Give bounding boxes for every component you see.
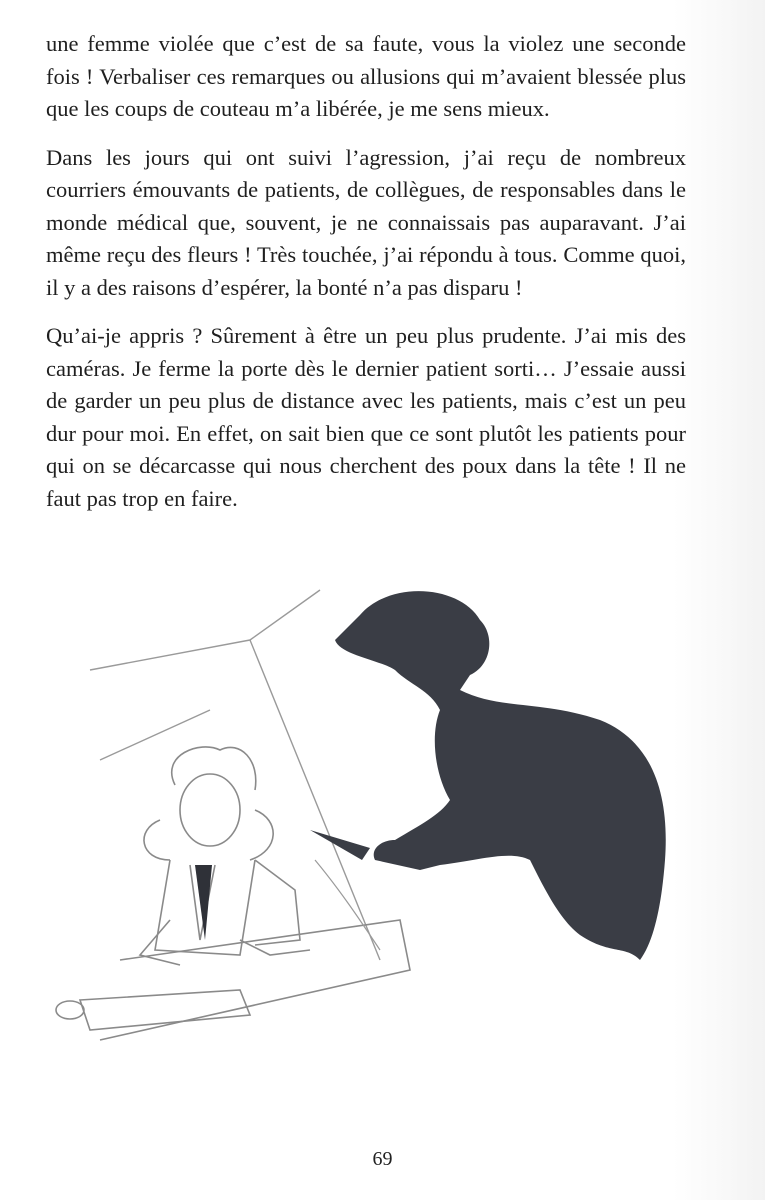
paragraph-1: une femme violée que c’est de sa faute, vous la violez une seconde fois ! Verbaliser ces remarques ou allusions qui m’avaient blessée plus que les coups de couteau m’a libérée, je me sens mieux.	[46, 31, 686, 121]
page-number: 69	[372, 1148, 393, 1170]
door-frame-lines	[90, 590, 380, 960]
body-text	[46, 28, 686, 531]
doctor-woman-sketch	[140, 747, 310, 965]
attacker-silhouette	[310, 591, 666, 960]
knife-shape	[310, 830, 370, 860]
motion-line	[315, 860, 380, 950]
paragraph-3: Qu’ai-je appris ? Sûrement à être un peu plus prudente. J’ai mis des caméras. Je ferme la porte dès le dernier patient sorti… J’essaie aussi de garder un peu plus de distance avec les patients, mais c’est un peu dur pour moi. En effet, on sait bien que ce sont plutôt les patients pour qui on se décarcasse qui nous cherchent des poux dans la tête ! Il ne faut pas trop en faire.	[46, 323, 686, 511]
paragraph-2: Dans les jours qui ont suivi l’agression, j’ai reçu de nombreux courriers émouvants de patients, de collègues, de responsables dans le monde médical que, souvent, je ne connaissais pas auparavant. J’ai même reçu des fleurs ! Très touchée, j’ai répondu à tous. Comme quoi, il y a des raisons d’espérer, la bonté n’a pas disparu !	[46, 144, 686, 300]
doctor-shirt	[195, 865, 212, 940]
illustration-doctor-and-attacker	[40, 560, 720, 1060]
desk-drawing	[56, 920, 410, 1040]
